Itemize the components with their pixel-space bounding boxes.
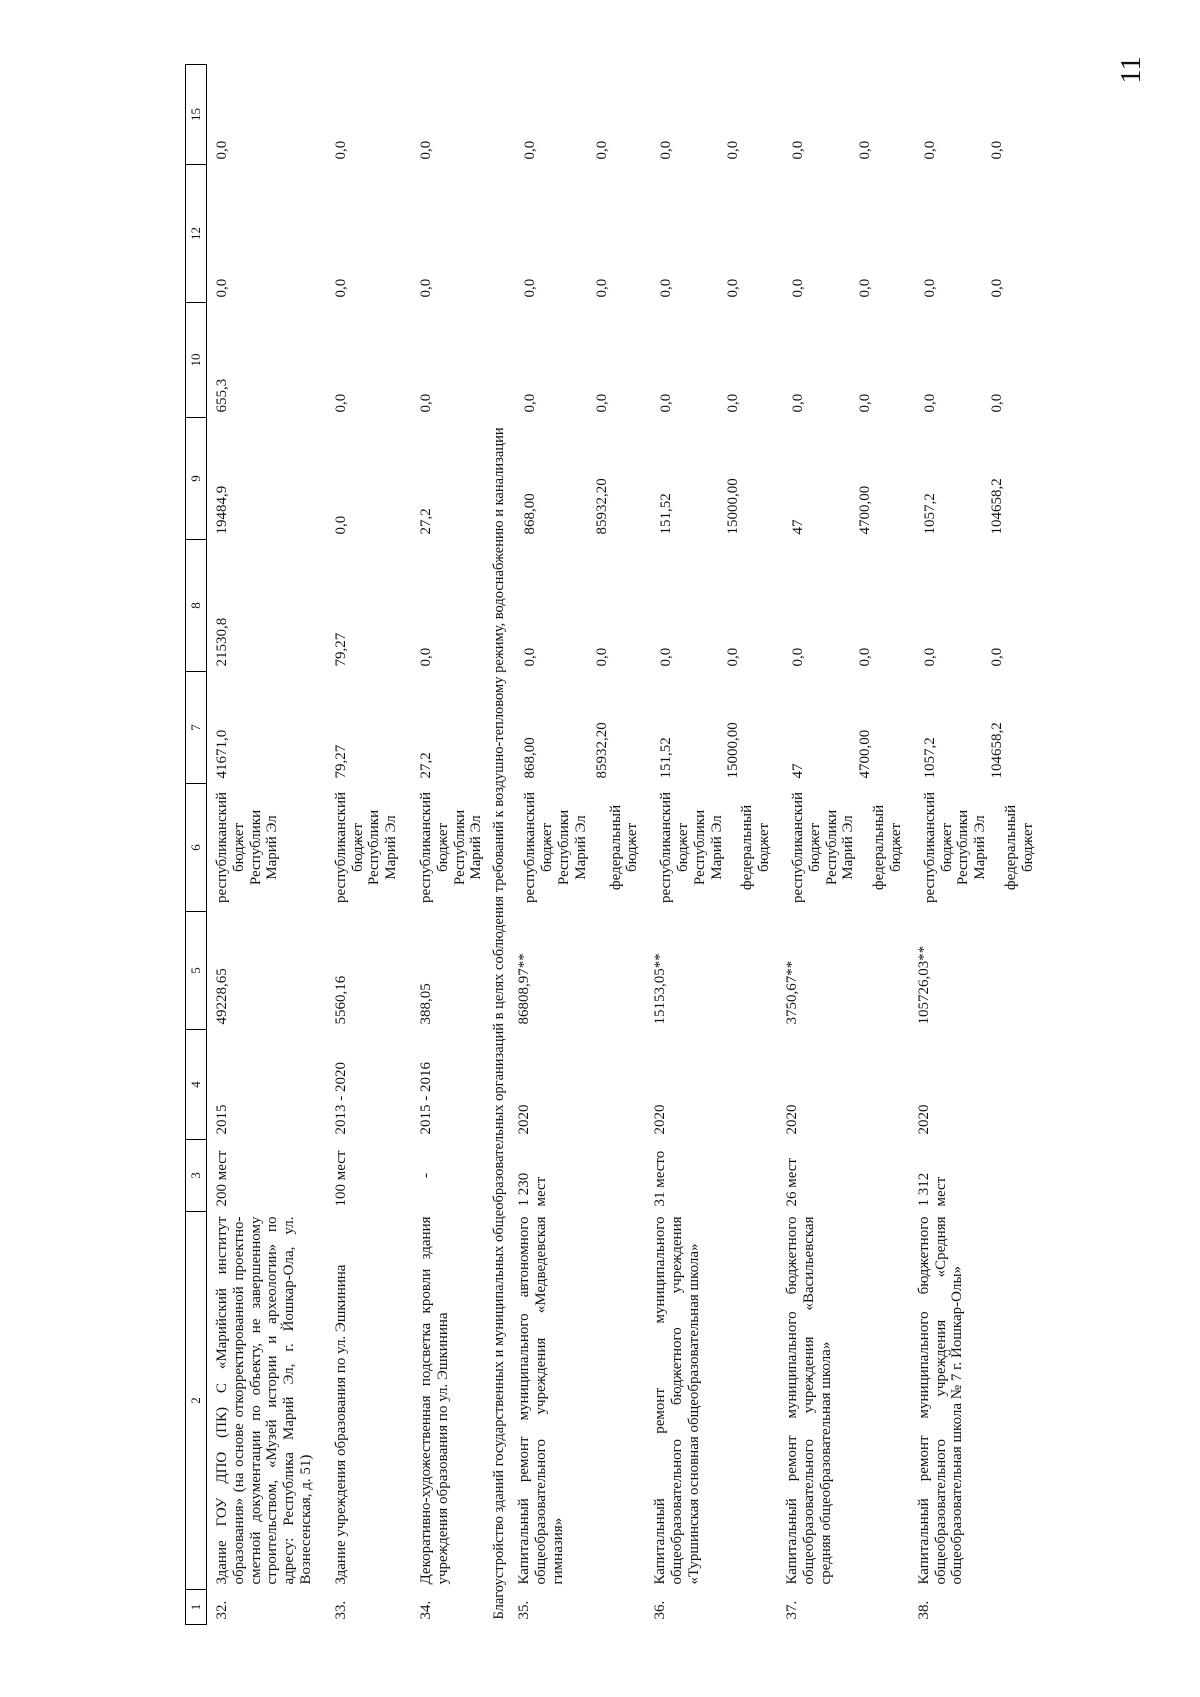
years: 2020	[652, 1104, 669, 1135]
section-title: Благоустройство зданий государственных и муниципальных общеобразовательных организаций в целях соблюдения требований к воздушно-тепловому режиму, водоснабжению и канализации	[491, 427, 508, 1620]
col-header: 12	[186, 165, 207, 303]
value-col9: 868,00	[522, 493, 539, 535]
col-header: 4	[186, 1030, 207, 1140]
table-row	[909, 65, 1041, 1625]
funding-source: федеральный бюджет	[1002, 804, 1036, 891]
total-cost: 3750,67**	[783, 960, 800, 1025]
table-row	[207, 65, 319, 1625]
value-col12: 0,0	[594, 278, 611, 298]
value-col10: 0,0	[724, 393, 741, 413]
funding-source: республиканский бюджет Республики Марий Эл	[522, 791, 589, 904]
values-col12	[909, 165, 1041, 303]
years: 2020	[783, 1104, 800, 1135]
value-col15: 0,0	[724, 140, 741, 160]
table-row	[319, 65, 404, 1625]
value-col15: 0,0	[658, 140, 675, 160]
value-col9: 1057,2	[921, 493, 938, 535]
value-col8: 0,0	[988, 647, 1005, 667]
value-col12: 0,0	[417, 278, 434, 298]
capacity: 31 место	[652, 1150, 669, 1207]
value-col12: 0,0	[921, 278, 938, 298]
row-number: 34.	[417, 1600, 434, 1620]
object-name: Капитальный ремонт муниципального общеобразовательного бюджетного учреждения «Туршинская основная общеобразовательная школа»	[652, 1216, 702, 1585]
page-number: 11	[1116, 56, 1147, 84]
values-col7	[909, 672, 1041, 784]
funding-source: республиканский бюджет Республики Марий Эл	[658, 791, 725, 904]
funding-sources	[509, 784, 645, 912]
col-header: 2	[186, 1212, 207, 1590]
capacity: 100 мест	[332, 1150, 349, 1207]
col-header: 8	[186, 540, 207, 672]
object-name: Здание ГОУ ДПО (ПК) С «Марийский институт образования» (на основе откорректированной проектно-сметной документации по объекту, не завершенному строительством, «Музей истории и археологии» по адресу: Республика Марий Эл, г. Йошкар-Ола, ул. Вознесенская, д. 51)	[214, 1216, 314, 1585]
capacity: -	[417, 1173, 434, 1178]
value-col12: 0,0	[214, 278, 230, 298]
values-col15	[777, 65, 909, 165]
years: 2020	[516, 1104, 533, 1135]
row-number: 32.	[214, 1600, 230, 1620]
budget-table	[185, 64, 1041, 1625]
value-col7: 15000,00	[724, 722, 741, 779]
value-col12: 0,0	[988, 278, 1005, 298]
section-row	[489, 65, 509, 1625]
total-cost: 5560,16	[332, 975, 349, 1025]
values-col8	[645, 540, 777, 672]
total-cost: 49228,65	[214, 968, 230, 1025]
value-col15: 0,0	[856, 140, 873, 160]
values-col9	[777, 418, 909, 540]
value-col12: 0,0	[522, 278, 539, 298]
value-col7: 47	[789, 763, 806, 779]
value-col8: 0,0	[724, 647, 741, 667]
values-col12	[777, 165, 909, 303]
value-col7: 41671,0	[214, 729, 230, 779]
object-name: Капитальный ремонт муниципального бюджетного общеобразовательного учреждения «Васильевская средняя общеобразовательная школа»	[783, 1216, 834, 1585]
years: 2020	[915, 1104, 932, 1135]
value-col8: 0,0	[417, 647, 434, 667]
value-col8: 0,0	[789, 647, 806, 667]
value-col15: 0,0	[921, 140, 938, 160]
funding-source: федеральный бюджет	[739, 804, 773, 891]
col-header: 9	[186, 418, 207, 540]
value-col7: 1057,2	[921, 737, 938, 779]
rotated-table-wrapper	[185, 65, 1055, 1625]
value-col8: 0,0	[594, 647, 611, 667]
value-col12: 0,0	[789, 278, 806, 298]
value-col8: 0,0	[856, 647, 873, 667]
total-cost: 86808,97**	[516, 953, 533, 1025]
value-col15: 0,0	[789, 140, 806, 160]
value-col8: 79,27	[332, 632, 349, 667]
col-header: 6	[186, 784, 207, 912]
table-row	[777, 65, 909, 1625]
value-col9: 85932,20	[594, 478, 611, 535]
values-col10	[509, 303, 645, 418]
funding-sources	[909, 784, 1041, 912]
value-col7: 79,27	[332, 744, 349, 779]
values-col12	[509, 165, 645, 303]
value-col10: 0,0	[332, 393, 349, 413]
values-col15	[909, 65, 1041, 165]
value-col9: 104658,2	[988, 478, 1005, 535]
value-col10: 655,3	[214, 378, 230, 413]
capacity: 1 230 мест	[516, 1172, 550, 1207]
values-col10	[909, 303, 1041, 418]
years: 2015	[214, 1104, 230, 1135]
total-cost: 15153,05**	[652, 953, 669, 1025]
header-row	[186, 65, 207, 1625]
funding-source: республиканский бюджет Республики Марий Эл	[789, 791, 857, 904]
row-number: 37.	[783, 1600, 800, 1620]
table-row	[404, 65, 489, 1625]
values-col9	[645, 418, 777, 540]
value-col7: 4700,00	[856, 729, 873, 779]
value-col8: 0,0	[522, 647, 539, 667]
capacity: 26 мест	[783, 1158, 800, 1207]
value-col15: 0,0	[214, 140, 230, 160]
value-col7: 868,00	[522, 737, 539, 779]
value-col8: 0,0	[921, 647, 938, 667]
values-col8	[909, 540, 1041, 672]
object-name: Декоративно-художественная подсветка кровли здания учреждения образования по ул. Эшкинина	[417, 1216, 451, 1585]
value-col12: 0,0	[332, 278, 349, 298]
values-col8	[509, 540, 645, 672]
total-cost: 105726,03**	[915, 945, 932, 1025]
value-col12: 0,0	[658, 278, 675, 298]
table-row	[645, 65, 777, 1625]
col-header: 15	[186, 65, 207, 165]
value-col10: 0,0	[417, 393, 434, 413]
value-col8: 0,0	[658, 647, 675, 667]
value-col7: 85932,20	[594, 722, 611, 779]
values-col7	[509, 672, 645, 784]
object-name: Капитальный ремонт муниципального бюджетного общеобразовательного учреждения «Средняя общеобразовательная школа № 7 г. Йошкар-Олы»	[915, 1216, 966, 1585]
value-col9: 4700,00	[856, 485, 873, 535]
values-col10	[645, 303, 777, 418]
value-col10: 0,0	[522, 393, 539, 413]
value-col10: 0,0	[921, 393, 938, 413]
value-col12: 0,0	[856, 278, 873, 298]
values-col7	[645, 672, 777, 784]
value-col7: 151,52	[658, 737, 675, 779]
value-col10: 0,0	[856, 393, 873, 413]
value-col10: 0,0	[658, 393, 675, 413]
value-col10: 0,0	[789, 393, 806, 413]
col-header: 1	[186, 1590, 207, 1625]
object-name: Капитальный ремонт муниципального автономного общеобразовательного учреждения «Медведевская гимназия»	[516, 1216, 566, 1585]
funding-sources	[645, 784, 777, 912]
values-col15	[645, 65, 777, 165]
values-col15	[509, 65, 645, 165]
value-col9: 0,0	[332, 515, 349, 535]
value-col9: 15000,00	[724, 478, 741, 535]
funding-source: федеральный бюджет	[871, 804, 904, 891]
value-col15: 0,0	[594, 140, 611, 160]
values-col7	[777, 672, 909, 784]
funding-source: республиканский бюджет Республики Марий Эл	[332, 791, 400, 904]
values-col9	[909, 418, 1041, 540]
values-col10	[777, 303, 909, 418]
row-number: 36.	[652, 1600, 669, 1620]
value-col7: 27,2	[417, 752, 434, 779]
col-header: 7	[186, 672, 207, 784]
funding-sources	[777, 784, 909, 912]
value-col15: 0,0	[988, 140, 1005, 160]
funding-source: республиканский бюджет Республики Марий Эл	[417, 791, 485, 904]
capacity: 200 мест	[214, 1150, 230, 1207]
col-header: 5	[186, 912, 207, 1030]
table-row	[509, 65, 645, 1625]
values-col9	[509, 418, 645, 540]
value-col10: 0,0	[594, 393, 611, 413]
value-col9: 47	[789, 519, 806, 535]
value-col9: 27,2	[417, 508, 434, 535]
row-number: 38.	[915, 1600, 932, 1620]
capacity: 1 312 мест	[915, 1172, 949, 1207]
total-cost: 388,05	[417, 983, 434, 1025]
values-col8	[777, 540, 909, 672]
object-name: Здание учреждения образования по ул. Эшкинина	[332, 1264, 349, 1585]
col-header: 10	[186, 303, 207, 418]
funding-source: федеральный бюджет	[607, 804, 641, 891]
value-col15: 0,0	[332, 140, 349, 160]
col-header: 3	[186, 1140, 207, 1212]
value-col8: 21530,8	[214, 617, 230, 667]
values-col12	[645, 165, 777, 303]
years: 2015 - 2016	[417, 1062, 434, 1135]
years: 2013 - 2020	[332, 1062, 349, 1135]
row-number: 35.	[516, 1600, 533, 1620]
value-col9: 151,52	[658, 493, 675, 535]
funding-source: республиканский бюджет Республики Марий Эл	[214, 791, 281, 904]
value-col9: 19484,9	[214, 485, 230, 535]
row-number: 33.	[332, 1600, 349, 1620]
value-col12: 0,0	[724, 278, 741, 298]
value-col15: 0,0	[522, 140, 539, 160]
value-col7: 104658,2	[988, 722, 1005, 779]
value-col10: 0,0	[988, 393, 1005, 413]
value-col15: 0,0	[417, 140, 434, 160]
funding-source: республиканский бюджет Республики Марий Эл	[921, 791, 989, 904]
